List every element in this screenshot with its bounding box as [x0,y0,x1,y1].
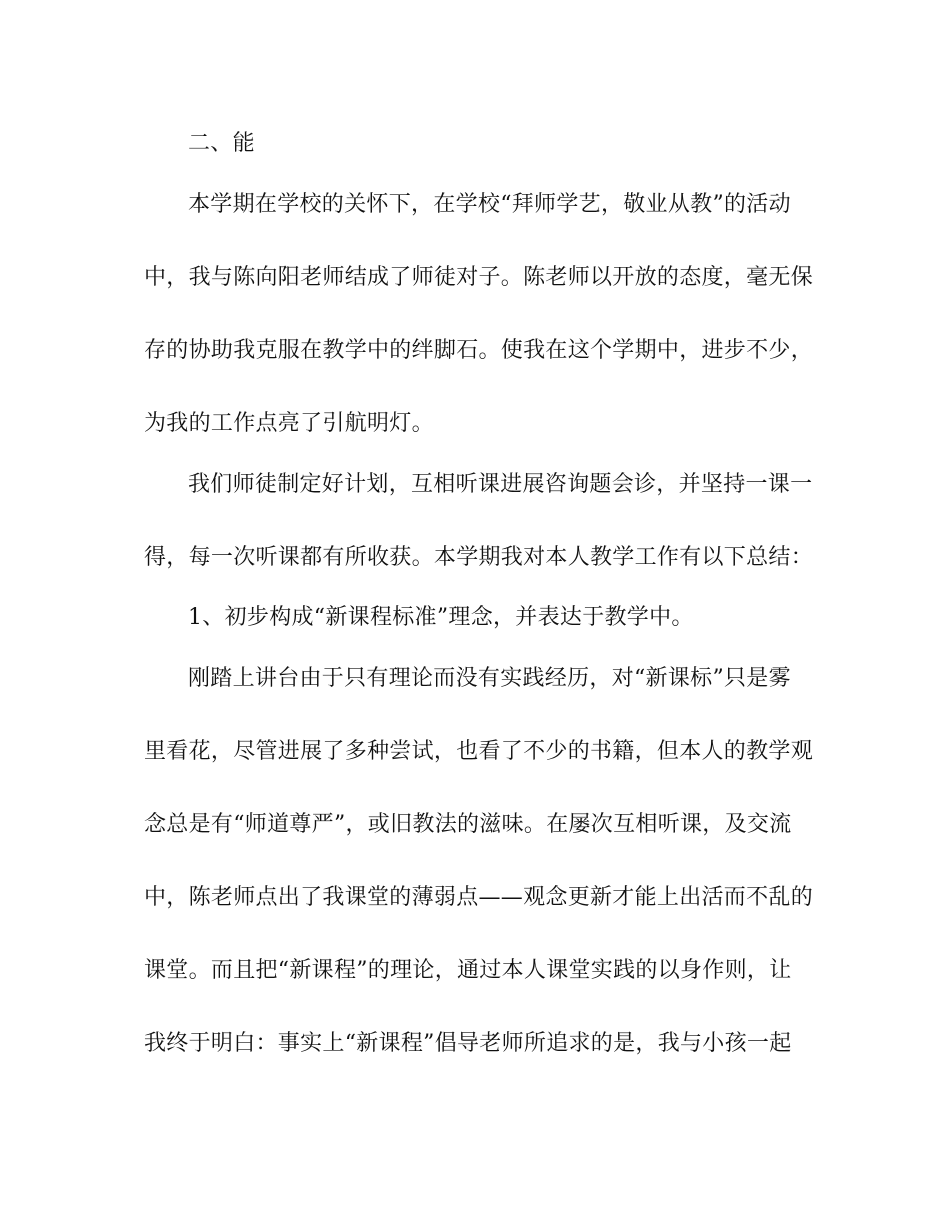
paragraph-line: 里看花，尽管进展了多种尝试，也看了不少的书籍，但本人的教学观 [144,739,814,764]
paragraph-line: 念总是有“师道尊严”，或旧教法的滋味。在屡次互相听课，及交流 [144,812,792,837]
paragraph-line: 为我的工作点亮了引航明灯。 [144,411,434,436]
section-heading: 二、能 [188,131,255,156]
paragraph-line: 我们师徒制定好计划，互相听课进展咨询题会诊，并坚持一课一 [188,472,813,497]
paragraph-line: 得，每一次听课都有所收获。本学期我对本人教学工作有以下总结： [144,545,814,570]
paragraph-line: 本学期在学校的关怀下，在学校“拜师学艺，敬业从教”的活动 [188,192,791,217]
paragraph-line: 课堂。而且把“新课程”的理论，通过本人课堂实践的以身作则，让 [144,958,792,983]
paragraph-line: 刚踏上讲台由于只有理论而没有实践经历，对“新课标”只是雾 [188,666,791,691]
numbered-item: 1、初步构成“新课程标准”理念，并表达于教学中。 [188,605,694,630]
paragraph-line: 我终于明白：事实上“新课程”倡导老师所追求的是，我与小孩一起 [144,1031,792,1056]
paragraph-line: 中，我与陈向阳老师结成了师徒对子。陈老师以开放的态度，毫无保 [144,265,814,290]
paragraph-line: 存的协助我克服在教学中的绊脚石。使我在这个学期中，进步不少， [144,338,814,363]
paragraph-line: 中，陈老师点出了我课堂的薄弱点——观念更新才能上出活而不乱的 [144,885,814,910]
